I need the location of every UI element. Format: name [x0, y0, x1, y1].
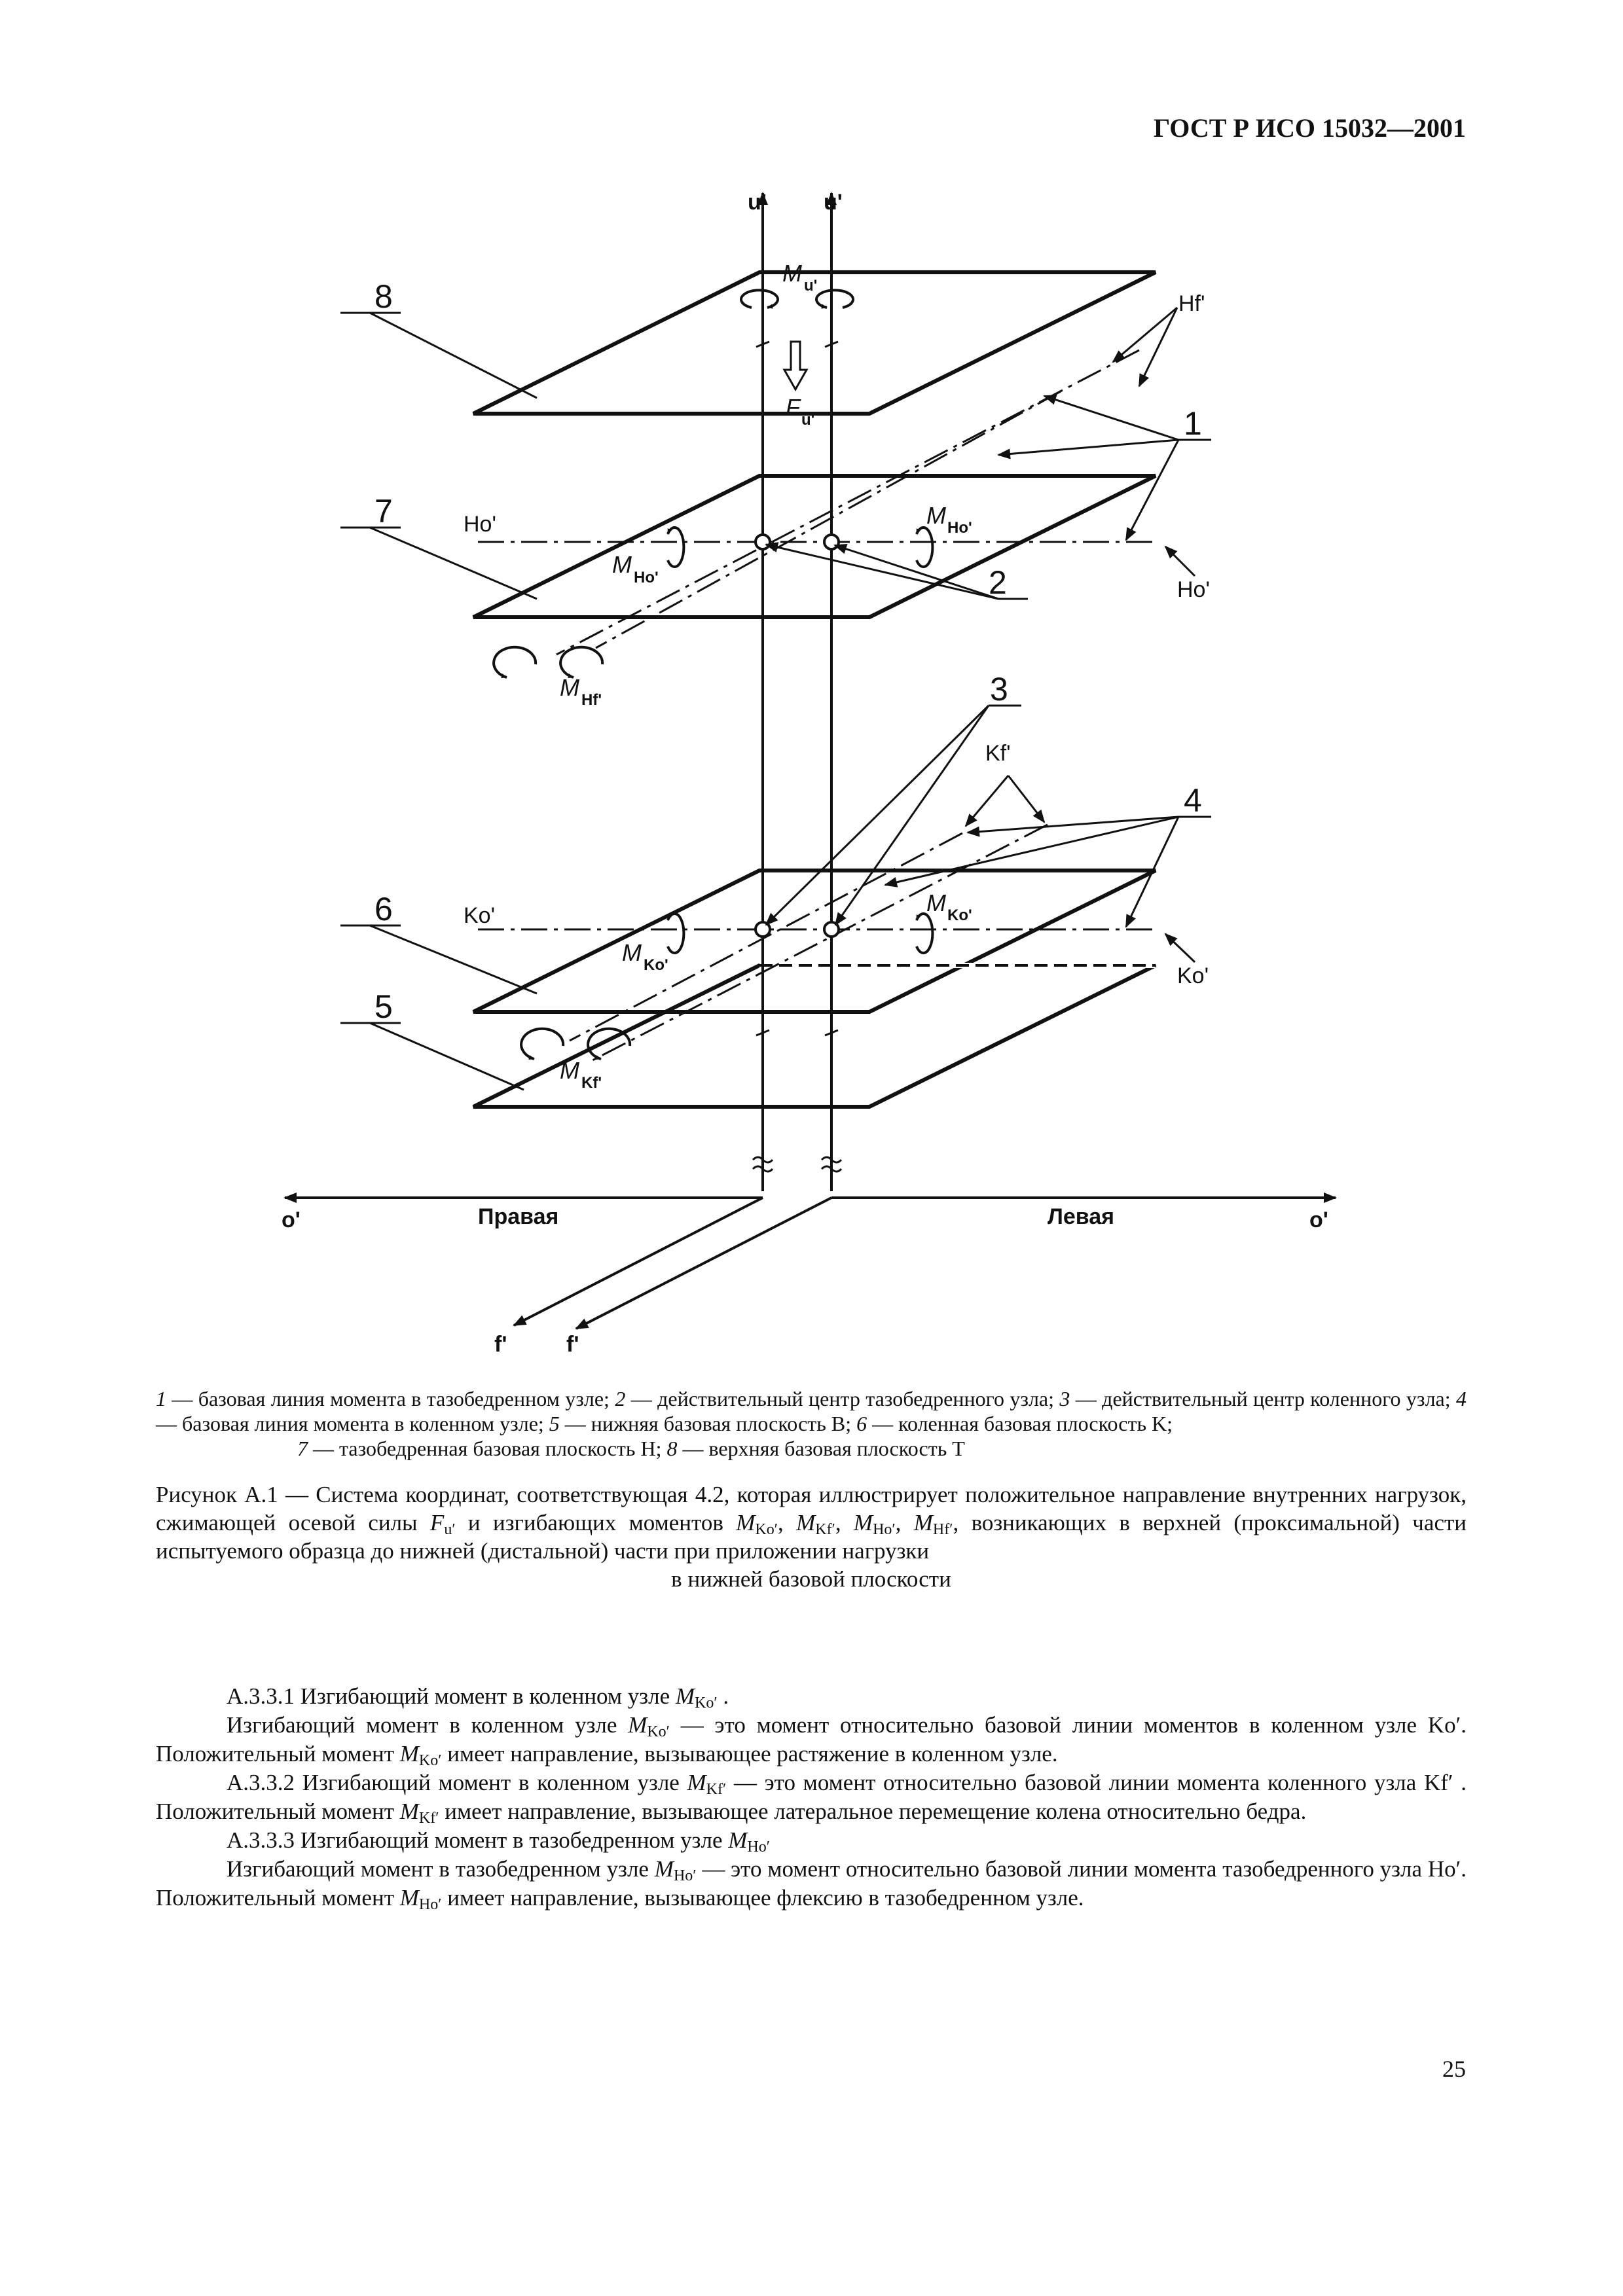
callout-number-7: 7: [374, 493, 393, 529]
paragraph-a333-body: Изгибающий момент в тазобедренном узле $M_{Ho'}$ — это момент относительно базовой линии момента тазобедренного узла Ho′. Положительный момент $M_{Ho'}$ имеет направление, вызывающее флексию в тазобедренном узле.: [156, 1856, 1467, 1913]
svg-text:Hf': Hf': [581, 691, 602, 709]
callout-number-6: 6: [374, 891, 393, 927]
axis-u-right-label: u': [824, 190, 843, 215]
paragraph-a333: А.3.3.3 Изгибающий момент в тазобедренном узле $M_{Ho'}$: [227, 1827, 770, 1856]
page-number: 25: [1442, 2056, 1466, 2082]
moment-ko-right-label: M: [926, 889, 946, 916]
ko-right-label: Ko': [1177, 963, 1209, 988]
axis-u-left-label: u': [748, 190, 767, 215]
moment-hf-label: M: [560, 674, 579, 701]
paragraph-a331-body: Изгибающий момент в коленном узле $M_{Ko'}$ — это момент относительно базовой линии моментов в коленном узле Ko′. Положительный момент $M_{Ko'}$ имеет направление, вызывающее растяжение в коленном узле.: [156, 1712, 1467, 1769]
callout-number-8: 8: [374, 278, 393, 315]
figure-legend: 1 — базовая линия момента в тазобедренном узле; 2 — действительный центр тазобедренного узла; 3 — действительный центр коленного узла; 4 — базовая линия момента в коленном узле; 5 — нижняя базовая плоскость В; 6 — коленная базовая плоскость K; 7 — тазобедренная базовая плоскость H; 8 — верхняя базовая плоскость T: [156, 1387, 1467, 1460]
axis-f-right: [576, 1198, 831, 1329]
moment-ho-left-label: M: [612, 551, 632, 578]
callout-number-1: 1: [1184, 405, 1202, 442]
ho-right-label: Ho': [1177, 577, 1210, 602]
svg-text:u': u': [801, 411, 815, 429]
axis-f-left-label: f': [494, 1332, 507, 1357]
kf-top-label: Kf': [985, 741, 1011, 766]
figure-caption: Рисунок А.1 — Система координат, соответствующая 4.2, которая иллюстрирует положительное направление внутренних нагрузок, сжимающей осевой силы $F_{u'}$ и изгибающих моментов $M_{Ko'}$, $M_{Kf'}$, $M_{Ho'}$, $M_{Hf'}$, возникающих в верхней (проксимальной) части испытуемого образца до нижней (дистальной) части при приложении нагрузки в нижней базовой плоскости: [156, 1482, 1467, 1592]
svg-text:Ko': Ko': [947, 906, 972, 924]
force-u-label: F: [786, 394, 800, 421]
paragraph-a332: А.3.3.2 Изгибающий момент в коленном узле $M_{Kf'}$ — это момент относительно базовой линии момента коленного узла Kf′ . Положительный момент $M_{Kf'}$ имеет направление, вызывающее латеральное перемещение колена относительно бедра.: [156, 1770, 1467, 1827]
axis-o-left-label: o': [282, 1208, 301, 1232]
ko-left-label: Ko': [464, 903, 496, 928]
svg-text:Ho': Ho': [634, 569, 659, 586]
hip-hf-line-right: [596, 391, 1061, 648]
right-side-label: Правая: [478, 1204, 559, 1229]
body-text: [156, 1682, 1467, 1912]
plane-6-knee: [473, 870, 1156, 1012]
plane-7-hip: [473, 476, 1156, 617]
moment-kf-label: M: [560, 1057, 579, 1084]
moment-u-label: M: [782, 260, 802, 287]
svg-text:Ko': Ko': [644, 956, 668, 974]
callout-number-2: 2: [989, 564, 1007, 601]
callout-number-4: 4: [1184, 782, 1202, 819]
hip-center-left: [756, 535, 770, 549]
moment-ho-right-label: M: [926, 502, 946, 529]
svg-text:u': u': [804, 277, 818, 295]
knee-kf-line-right: [593, 825, 1048, 1060]
plane-5-lower: [473, 965, 1156, 1107]
axis-o-right-label: o': [1309, 1208, 1328, 1232]
hf-top-label: Hf': [1178, 291, 1205, 316]
callout-number-5: 5: [374, 988, 393, 1025]
paragraph-a331: А.3.3.1 Изгибающий момент в коленном узле $M_{Ko'}$ .: [227, 1683, 729, 1712]
axis-f-right-label: f': [566, 1332, 579, 1357]
left-side-label: Левая: [1048, 1204, 1114, 1229]
ho-left-label: Ho': [464, 512, 496, 537]
svg-text:Ho': Ho': [947, 519, 972, 537]
document-header: ГОСТ Р ИСО 15032—2001: [1153, 113, 1466, 143]
callout-number-3: 3: [990, 671, 1008, 708]
force-arrow-icon: [784, 342, 807, 389]
moment-ko-left-label: M: [622, 939, 642, 966]
hip-center-right: [824, 535, 839, 549]
svg-text:Kf': Kf': [581, 1074, 602, 1092]
